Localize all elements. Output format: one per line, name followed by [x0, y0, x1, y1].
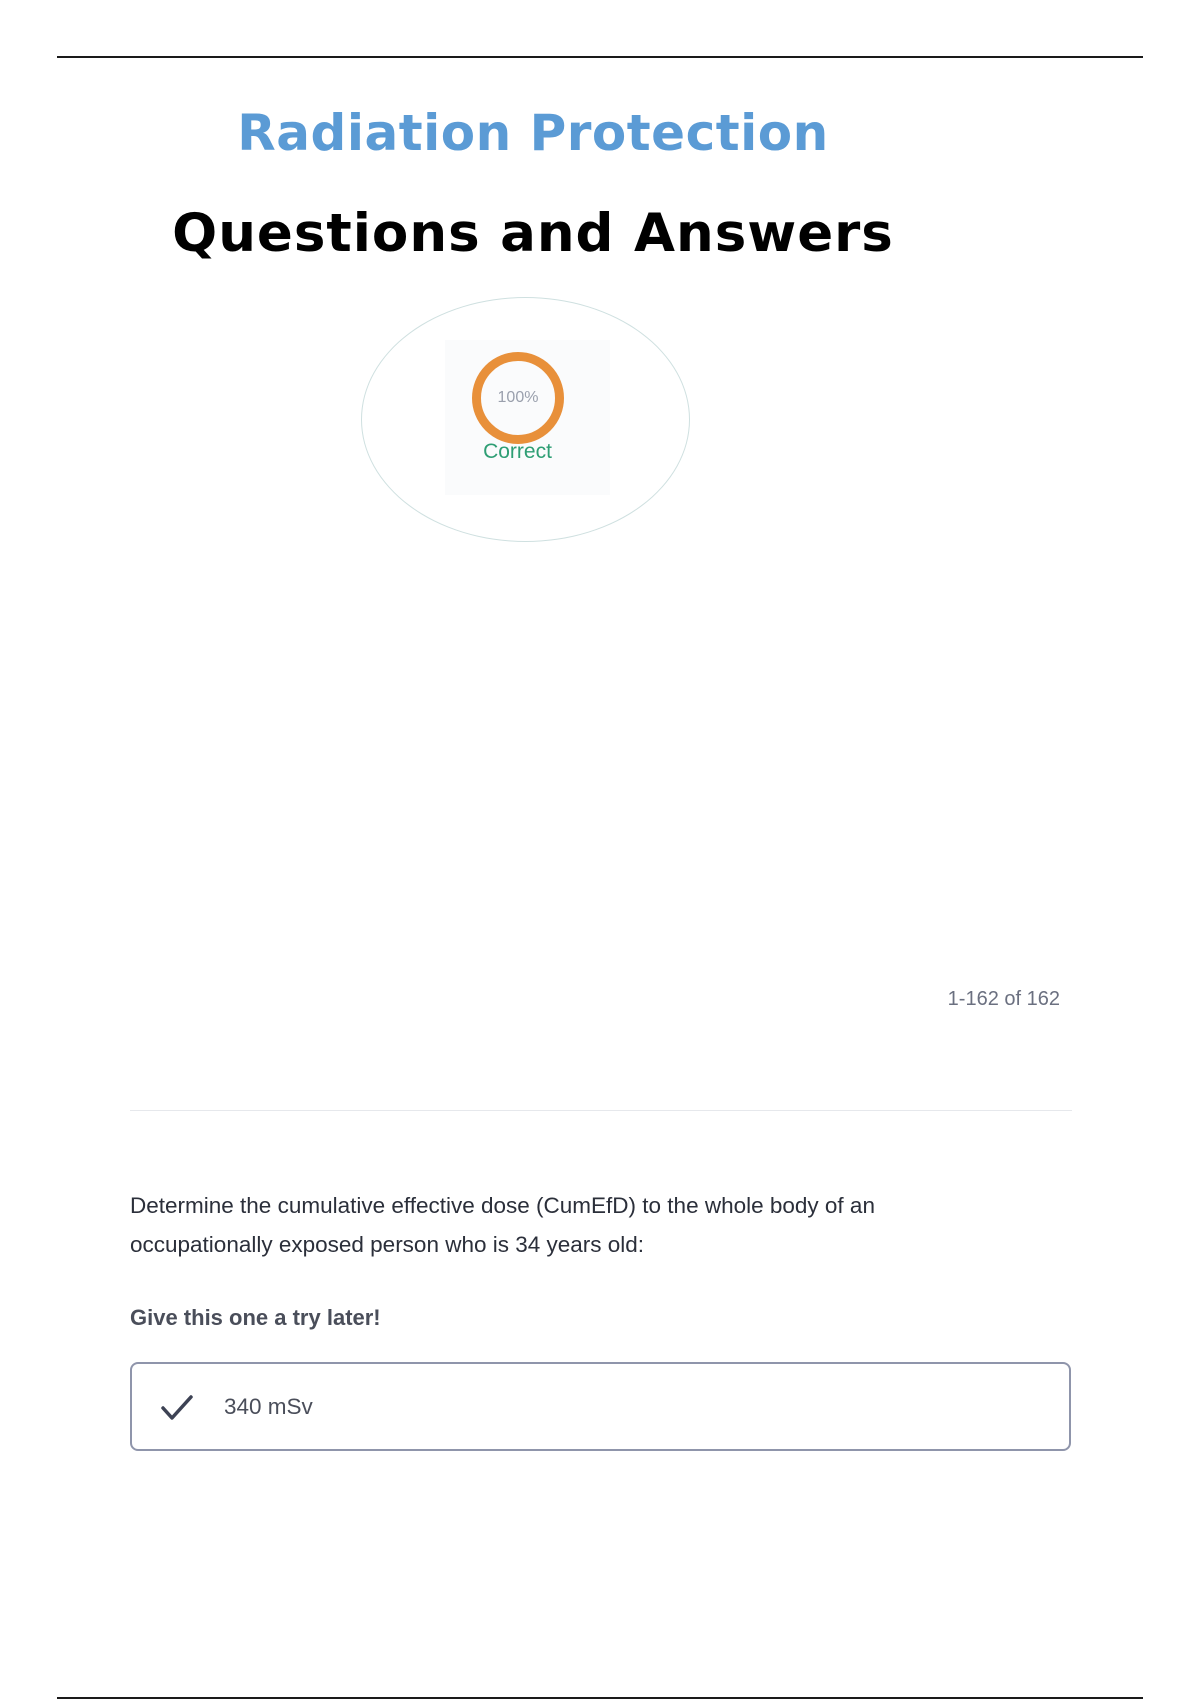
progress-percent: 100%	[497, 389, 539, 406]
section-divider	[130, 1110, 1072, 1111]
question-hint: Give this one a try later!	[130, 1305, 381, 1330]
bottom-rule	[57, 1697, 1143, 1699]
document-subtitle: Questions and Answers	[172, 203, 894, 264]
answer-text: 340 mSv	[224, 1394, 313, 1419]
check-icon	[160, 1393, 194, 1423]
question-text: Determine the cumulative effective dose (CumEfD) to the whole body of an occupationally exposed person who is 34 years old:	[130, 1193, 875, 1257]
score-status-label: Correct	[483, 440, 552, 463]
answer-option[interactable]	[130, 1362, 1071, 1451]
pagination-count: 1-162 of 162	[947, 988, 1060, 1010]
top-rule	[57, 56, 1143, 58]
document-title: Radiation Protection	[237, 104, 829, 162]
